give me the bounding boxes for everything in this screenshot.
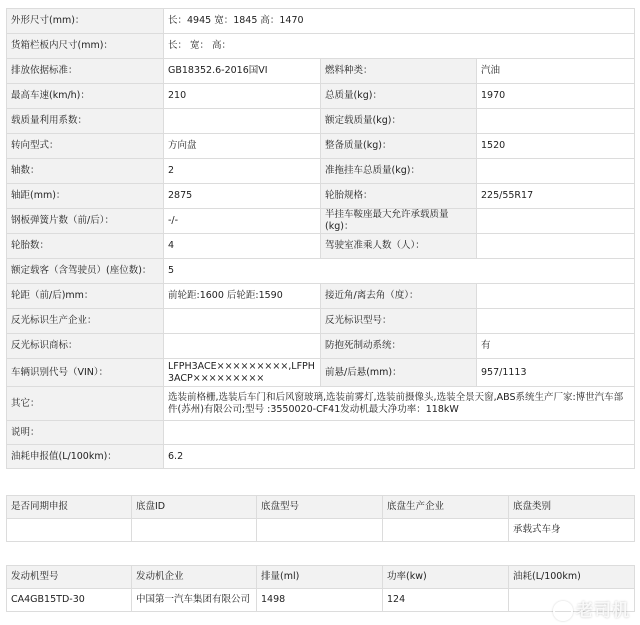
angle-value [477,284,635,309]
spec-row [7,209,635,234]
chassis-header-cell: 底盘生产企业 [383,496,509,519]
reflect-model-value [477,309,635,334]
curb-mass-value: 1520 [477,134,635,159]
engine-header-cell: 排量(ml) [257,566,383,589]
cargo-label: 货箱栏板内尺寸(mm)： [7,34,164,59]
reflect-maker-label: 反光标识生产企业： [7,309,164,334]
vin-label: 车辆识别代号（VIN）： [7,359,164,387]
reflect-model-label: 反光标识型号： [321,309,477,334]
max-speed-value: 210 [164,84,321,109]
total-mass-label: 总质量(kg)： [321,84,477,109]
chassis-table [6,495,635,542]
chassis-header-cell: 底盘型号 [257,496,383,519]
axles-value: 2 [164,159,321,184]
note-value [164,421,635,445]
chassis-data-row [7,519,635,542]
dimensions-value: 长：4945 宽：1845 高：1470 [164,9,635,34]
cab-capacity-value [477,234,635,259]
wheelbase-label: 轴距(mm)： [7,184,164,209]
other-value: 选装前格栅,选装后车门和后风窗玻璃,选装前雾灯,选装前摄像头,选装全景天窗,ABS系统生产厂家:博世汽车部件(苏州)有限公司;型号 :3550020-CF41发动机最大净功率：118kW [164,387,635,421]
chassis-cell [257,519,383,542]
fuel-consumption-value: 6.2 [164,445,635,469]
engine-header-cell: 功率(kw) [383,566,509,589]
note-label: 说明： [7,421,164,445]
fuel-consumption-label: 油耗申报值(L/100km)： [7,445,164,469]
engine-cell: 1498 [257,589,383,612]
engine-header-cell: 发动机型号 [7,566,132,589]
engine-cell: CA4GB15TD-30 [7,589,132,612]
spec-row [7,387,635,421]
axles-label: 轴数： [7,159,164,184]
engine-header-cell: 发动机企业 [132,566,257,589]
spring-label: 钢板弹簧片数（前/后）： [7,209,164,234]
abs-value: 有 [477,334,635,359]
cab-capacity-label: 驾驶室准乘人数（人）： [321,234,477,259]
max-speed-label: 最高车速(km/h)： [7,84,164,109]
spec-row [7,59,635,84]
abs-label: 防抱死制动系统： [321,334,477,359]
chassis-cell: 承载式车身 [509,519,635,542]
chassis-header-cell: 底盘ID [132,496,257,519]
spec-row [7,445,635,469]
tire-spec-label: 轮胎规格： [321,184,477,209]
spec-row [7,134,635,159]
rated-load-label: 额定载质量(kg)： [321,109,477,134]
other-label: 其它： [7,387,164,421]
steering-value: 方向盘 [164,134,321,159]
seats-value: 5 [164,259,635,284]
vin-value: LFPH3ACE×××××××××,LFPH3ACP××××××××× [164,359,321,387]
steering-label: 转向型式： [7,134,164,159]
reflect-brand-label: 反光标识商标： [7,334,164,359]
chassis-cell [7,519,132,542]
tire-spec-value: 225/55R17 [477,184,635,209]
spec-row [7,234,635,259]
chassis-header-cell: 底盘类别 [509,496,635,519]
spec-row [7,421,635,445]
spec-row [7,284,635,309]
trailer-value [477,159,635,184]
spec-row [7,84,635,109]
reflect-brand-value [164,334,321,359]
watermark-logo-icon [553,601,573,621]
cargo-value: 长： 宽： 高： [164,34,635,59]
trailer-label: 准拖挂车总质量(kg)： [321,159,477,184]
chassis-cell [132,519,257,542]
engine-cell: 124 [383,589,509,612]
spec-row [7,359,635,387]
tire-count-label: 轮胎数： [7,234,164,259]
spec-row [7,309,635,334]
chassis-header-row [7,496,635,519]
chassis-header-cell: 是否同期申报 [7,496,132,519]
semi-trailer-value [477,209,635,234]
spec-row [7,9,635,34]
spec-row [7,34,635,59]
track-value: 前轮距:1600 后轮距:1590 [164,284,321,309]
engine-data-row [7,589,635,612]
spec-row [7,334,635,359]
dimensions-label: 外形尺寸(mm)： [7,9,164,34]
engine-header-row [7,566,635,589]
reflect-maker-value [164,309,321,334]
overhang-label: 前悬/后悬(mm)： [321,359,477,387]
spring-value: -/- [164,209,321,234]
emission-value: GB18352.6-2016国VI [164,59,321,84]
load-util-label: 载质量利用系数： [7,109,164,134]
spec-table [6,8,635,469]
spec-row [7,184,635,209]
overhang-value: 957/1113 [477,359,635,387]
engine-cell: 中国第一汽车集团有限公司 [132,589,257,612]
fuel-type-label: 燃料种类： [321,59,477,84]
engine-table [6,565,635,612]
spec-row [7,259,635,284]
semi-trailer-label: 半挂车鞍座最大允许承载质量(kg)： [321,209,477,234]
total-mass-value: 1970 [477,84,635,109]
spec-row [7,109,635,134]
angle-label: 接近角/离去角（度）： [321,284,477,309]
rated-load-value [477,109,635,134]
track-label: 轮距（前/后)mm： [7,284,164,309]
watermark [553,596,630,621]
fuel-type-value: 汽油 [477,59,635,84]
load-util-value [164,109,321,134]
curb-mass-label: 整备质量(kg)： [321,134,477,159]
tire-count-value: 4 [164,234,321,259]
wheelbase-value: 2875 [164,184,321,209]
watermark-text: 老司机 [576,601,630,621]
spec-row [7,159,635,184]
chassis-cell [383,519,509,542]
emission-label: 排放依据标准： [7,59,164,84]
seats-label: 额定载客（含驾驶员）(座位数)： [7,259,164,284]
engine-header-cell: 油耗(L/100km) [509,566,635,589]
